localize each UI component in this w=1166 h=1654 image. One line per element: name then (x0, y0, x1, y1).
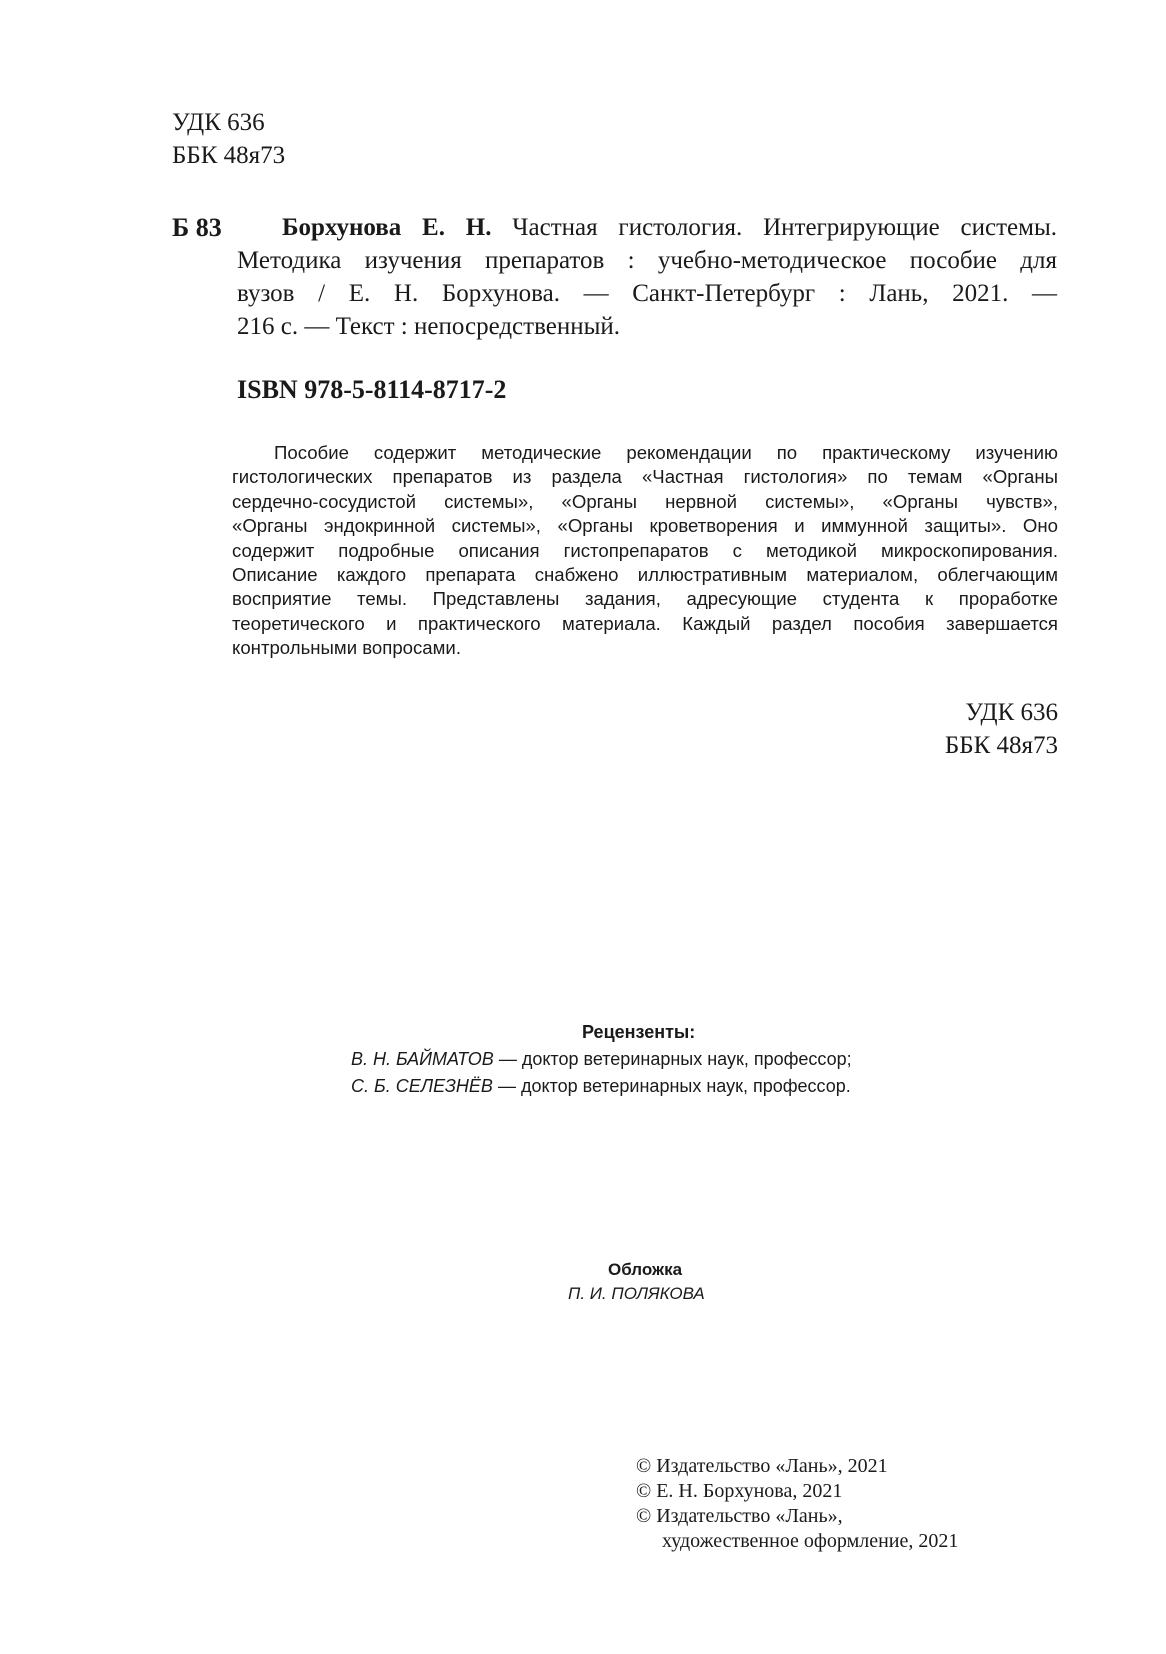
reviewer-desc: — доктор ветеринарных наук, профессор. (492, 1076, 851, 1096)
abstract-line: восприятие темы. Представлены задания, адресующие студента к проработке (232, 588, 1058, 610)
bbk-code: ББК 48я73 (172, 142, 286, 169)
isbn: ISBN 978-5-8114-8717-2 (237, 375, 507, 404)
reviewer-desc: — доктор ветеринарных наук, профессор; (493, 1049, 852, 1069)
abstract-line: содержит подробные описания гистопрепаратов с методикой микроскопирования. (232, 539, 1058, 561)
copyright-line: © Издательство «Лань», 2021 (636, 1455, 888, 1477)
entry-author: Борхунова Е. Н. (282, 214, 492, 241)
abstract-line: сердечно-сосудистой системы», «Органы нервной системы», «Органы чувств», (232, 490, 1058, 512)
abstract-line: контрольными вопросами. (232, 637, 461, 659)
copyright-line: © Издательство «Лань», (636, 1505, 843, 1527)
entry-line-1 (237, 211, 1057, 244)
entry-line-2: Методика изучения препаратов : учебно-методическое пособие для (237, 247, 1057, 274)
entry-line-4: 216 с. — Текст : непосредственный. (237, 313, 621, 340)
reviewers-heading: Рецензенты: (582, 1022, 696, 1042)
abstract-line: гистологических препаратов из раздела «Частная гистология» по темам «Органы (232, 466, 1058, 488)
udk-code: УДК 636 (172, 109, 265, 136)
copyright-line: художественное оформление, 2021 (662, 1530, 959, 1552)
classification-block-right (860, 696, 1058, 762)
cover-designer: П. И. ПОЛЯКОВА (568, 1284, 705, 1303)
abstract (232, 441, 1058, 661)
cover-heading: Обложка (608, 1260, 683, 1279)
classification-block (172, 106, 285, 172)
bbk-code: ББК 48я73 (944, 732, 1058, 759)
catalog-code: Б 83 (172, 213, 222, 242)
entry-title: Частная гистология. Интегрирующие системы. (512, 214, 1058, 241)
reviewer-item (351, 1049, 852, 1070)
entry-line-3: вузов / Е. Н. Борхунова. — Санкт-Петербург : Лань, 2021. — (237, 280, 1057, 307)
reviewer-item (351, 1076, 851, 1097)
abstract-line: Описание каждого препарата снабжено иллюстративным материалом, облегчающим (232, 564, 1058, 586)
copyright-block (636, 1454, 958, 1554)
copyright-line: © Е. Н. Борхунова, 2021 (636, 1480, 843, 1502)
reviewer-name: С. Б. СЕЛЕЗНЁВ (351, 1076, 493, 1096)
reviewer-name: В. Н. БАЙМАТОВ (351, 1049, 494, 1069)
abstract-line: Пособие содержит методические рекомендации по практическому изучению (274, 442, 1058, 463)
bibliographic-entry (237, 211, 1057, 343)
abstract-line: «Органы эндокринной системы», «Органы кроветворения и иммунной защиты». Оно (232, 515, 1058, 537)
abstract-line: теоретического и практического материала. Каждый раздел пособия завершается (232, 612, 1058, 634)
udk-code: УДК 636 (965, 699, 1058, 726)
